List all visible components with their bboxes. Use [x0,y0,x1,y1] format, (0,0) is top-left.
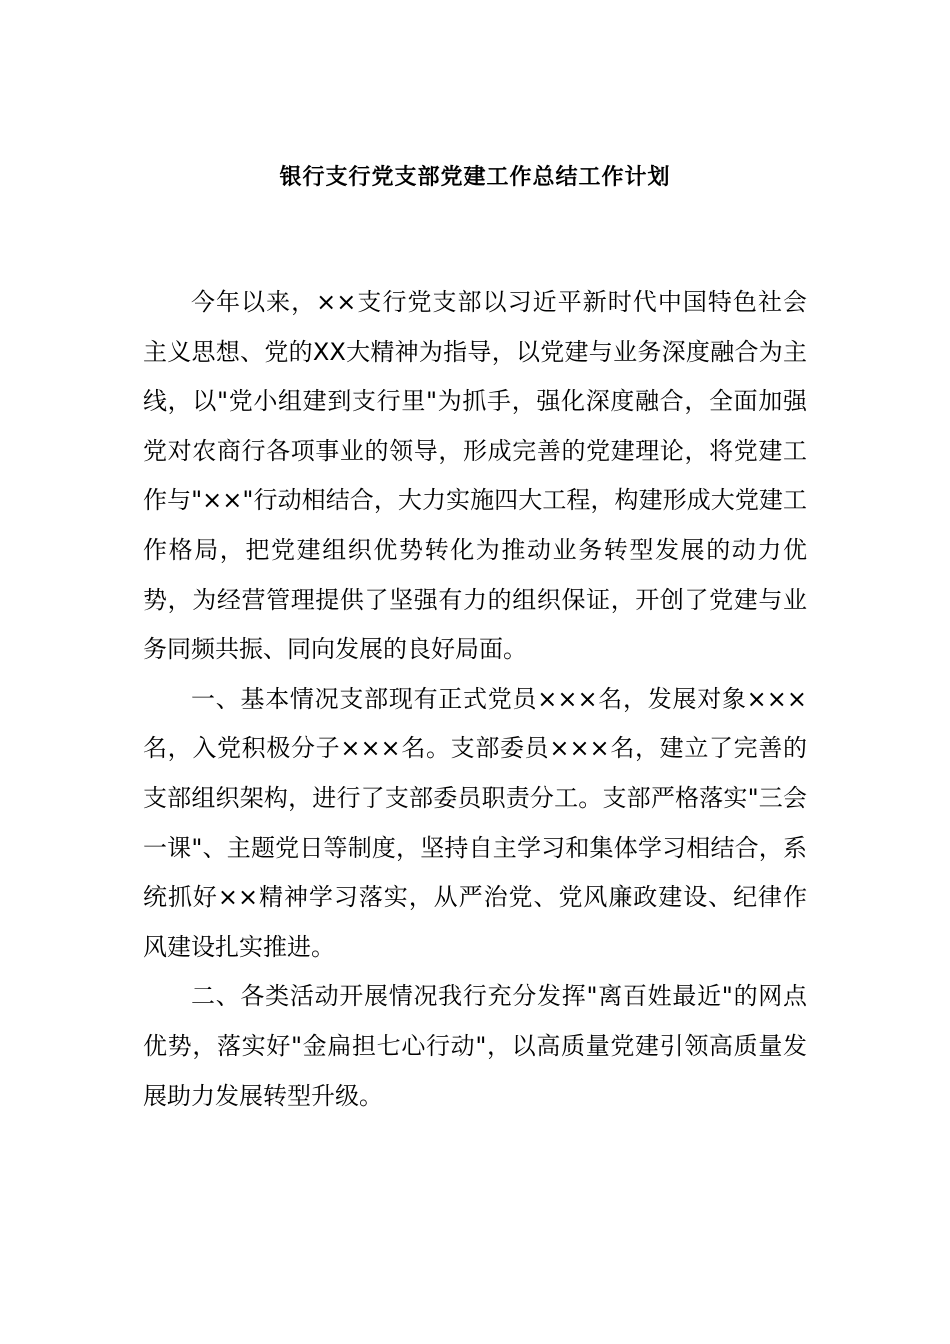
document-body [143,278,807,1121]
paragraph-introduction: 今年以来，××支行党支部以习近平新时代中国特色社会主义思想、党的XX大精神为指导，以党建与业务深度融合为主线，以"党小组建到支行里"为抓手，强化深度融合，全面加强党对农商行各项事业的领导，形成完善的党建理论，将党建工作与"××"行动相结合，大力实施四大工程，构建形成大党建工作格局，把党建组织优势转化为推动业务转型发展的动力优势，为经营管理提供了坚强有力的组织保证，开创了党建与业务同频共振、同向发展的良好局面。 [143,288,807,664]
document-title: 银行支行党支部党建工作总结工作计划 [279,165,671,190]
paragraph-basic-situation: 一、基本情况支部现有正式党员×××名，发展对象×××名，入党积极分子×××名。支部委员×××名，建立了完善的支部组织架构，进行了支部委员职责分工。支部严格落实"三会一课"、主题党日等制度，坚持自主学习和集体学习相结合，系统抓好××精神学习落实，从严治党、党风廉政建设、纪律作风建设扎实推进。 [143,684,807,961]
paragraph-activities: 二、各类活动开展情况我行充分发挥"离百姓最近"的网点优势，落实好"金扁担七心行动"，以高质量党建引领高质量发展助力发展转型升级。 [143,982,807,1110]
